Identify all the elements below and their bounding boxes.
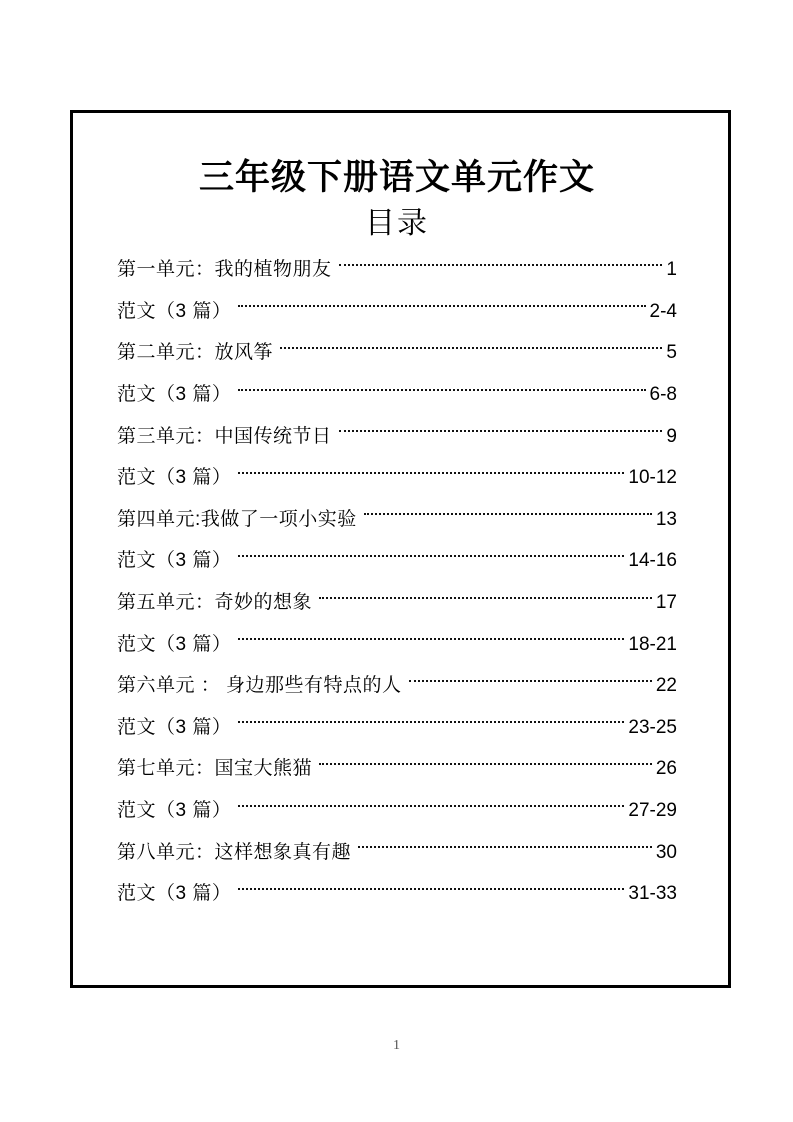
- dot-leader: [339, 430, 663, 432]
- dot-leader: [319, 763, 652, 765]
- toc-entry: [117, 415, 677, 457]
- toc-entry-page: 1: [666, 259, 677, 281]
- toc-entry-page: 14-16: [628, 550, 677, 572]
- toc-entry-page: 27-29: [628, 800, 677, 822]
- toc-heading: 目录: [365, 206, 429, 240]
- toc-entry-label: 范文（3 篇）: [117, 300, 232, 322]
- dot-leader: [238, 305, 645, 307]
- toc-entry-label: 范文（3 篇）: [117, 550, 232, 572]
- document-title: 三年级下册语文单元作文: [198, 158, 595, 197]
- toc-entry-page: 2-4: [649, 300, 677, 322]
- toc-entry: [117, 249, 677, 291]
- page-border-frame: [70, 110, 731, 988]
- toc-entry-label: 范文（3 篇）: [117, 883, 232, 905]
- toc-entry-label: 第六单元 ： 身边那些有特点的人: [117, 675, 402, 697]
- toc-entry: [117, 707, 677, 749]
- dot-leader: [238, 555, 624, 557]
- dot-leader: [358, 846, 652, 848]
- toc-entry-label: 范文（3 篇）: [117, 384, 232, 406]
- toc-entry: [117, 291, 677, 333]
- toc-entry-label: 范文（3 篇）: [117, 633, 232, 655]
- toc-entry-page: 9: [666, 425, 677, 447]
- toc-entry: [117, 457, 677, 499]
- toc-entry-page: 5: [666, 342, 677, 364]
- toc-entry-page: 31-33: [628, 883, 677, 905]
- toc-entry: [117, 790, 677, 832]
- toc-entry-page: 30: [655, 841, 677, 863]
- toc-entry: [117, 582, 677, 624]
- toc-entry-page: 26: [655, 758, 677, 780]
- toc-entry-label: 第五单元：奇妙的想象: [117, 592, 313, 614]
- toc-entry: [117, 499, 677, 541]
- dot-leader: [238, 389, 645, 391]
- toc-entry: [117, 831, 677, 873]
- toc-entry-page: 10-12: [628, 467, 677, 489]
- toc-entry: [117, 540, 677, 582]
- toc-entry-label: 范文（3 篇）: [117, 800, 232, 822]
- toc-entry-page: 17: [655, 592, 677, 614]
- dot-leader: [319, 597, 652, 599]
- dot-leader: [339, 264, 663, 266]
- toc-entry-page: 6-8: [649, 384, 677, 406]
- toc-entry: [117, 374, 677, 416]
- toc-entry-label: 范文（3 篇）: [117, 467, 232, 489]
- toc-entry-label: 第八单元：这样想象真有趣: [117, 841, 352, 863]
- toc-entry-label: 第一单元：我的植物朋友: [117, 259, 332, 281]
- toc-entry-label: 范文（3 篇）: [117, 716, 232, 738]
- dot-leader: [238, 472, 624, 474]
- toc-entry-page: 22: [655, 675, 677, 697]
- toc-entry-page: 23-25: [628, 716, 677, 738]
- toc-entry-page: 13: [655, 508, 677, 530]
- toc-entry-label: 第四单元:我做了一项小实验: [117, 508, 357, 530]
- dot-leader: [238, 638, 624, 640]
- toc-entry-label: 第三单元：中国传统节日: [117, 425, 332, 447]
- toc-entry: [117, 873, 677, 915]
- toc-entry: [117, 665, 677, 707]
- toc-entry-label: 第七单元：国宝大熊猫: [117, 758, 313, 780]
- dot-leader: [280, 347, 662, 349]
- dot-leader: [364, 513, 652, 515]
- toc-entry: [117, 332, 677, 374]
- table-of-contents: [117, 249, 677, 915]
- footer-page-number: 1: [393, 1038, 400, 1053]
- dot-leader: [238, 888, 624, 890]
- toc-entry: [117, 623, 677, 665]
- dot-leader: [238, 721, 624, 723]
- toc-entry: [117, 748, 677, 790]
- toc-entry-label: 第二单元：放风筝: [117, 342, 274, 364]
- dot-leader: [238, 805, 624, 807]
- dot-leader: [409, 680, 652, 682]
- toc-entry-page: 18-21: [628, 633, 677, 655]
